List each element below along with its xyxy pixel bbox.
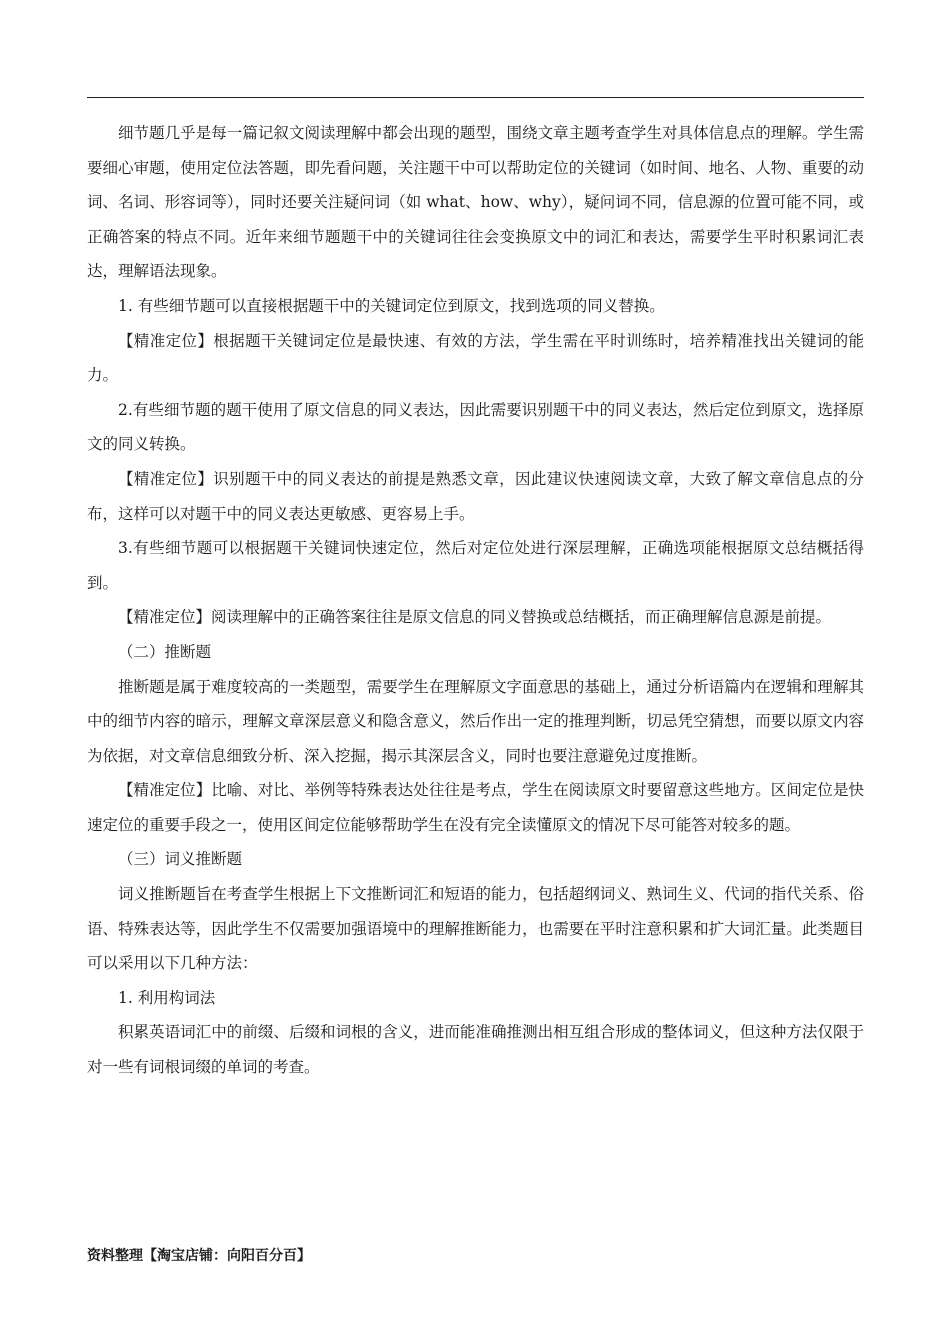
- paragraph-inference-intro: 推断题是属于难度较高的一类题型，需要学生在理解原文字面意思的基础上，通过分析语篇内在逻辑和理解其中的细节内容的暗示，理解文章深层意义和隐含意义，然后作出一定的推理判断，切忌凭空猜想，而要以原文内容为依据，对文章信息细致分析、深入挖掘，揭示其深层含义，同时也要注意避免过度推断。: [87, 677, 864, 765]
- paragraph-precise-locate-4: 【精准定位】比喻、对比、举例等特殊表达处往往是考点，学生在阅读原文时要留意这些地方。区间定位是快速定位的重要手段之一，使用区间定位能够帮助学生在没有完全读懂原文的情况下尽可能答对较多的题。: [87, 781, 864, 834]
- subheading-word-formation: 1. 利用构词法: [118, 988, 216, 1007]
- paragraph-detail-intro: 细节题几乎是每一篇记叙文阅读理解中都会出现的题型，围绕文章主题考查学生对具体信息点的理解。学生需要细心审题，使用定位法答题，即先看问题，关注题干中可以帮助定位的关键词（如时间、地名、人物、重要的动词、名词、形容词等），同时还要关注疑问词（如 what、how、why），疑问词不同，信息源的位置可能不同，或正确答案的特点不同。近年来细节题题干中的关键词往往会变换原文中的词汇和表达，需要学生平时积累词汇表达，理解语法现象。: [87, 124, 864, 281]
- footer-source-note: 资料整理【淘宝店铺：向阳百分百】: [87, 1248, 311, 1264]
- paragraph-precise-locate-3: 【精准定位】阅读理解中的正确答案往往是原文信息的同义替换或总结概括，而正确理解信息源是前提。: [118, 608, 832, 627]
- header-rule: [87, 97, 864, 98]
- section-heading-inference: （二）推断题: [118, 642, 212, 661]
- paragraph-word-formation: 积累英语词汇中的前缀、后缀和词根的含义，进而能准确推测出相互组合形成的整体词义，但这种方法仅限于对一些有词根词缀的单词的考查。: [87, 1023, 864, 1077]
- section-heading-word-inference: （三）词义推断题: [118, 850, 243, 869]
- paragraph-word-inference-intro: 词义推断题旨在考查学生根据上下文推断词汇和短语的能力，包括超纲词义、熟词生义、代词的指代关系、俗语、特殊表达等，因此学生不仅需要加强语境中的理解推断能力，也需要在平时注意积累和扩大词汇量。此类题目可以采用以下几种方法：: [87, 885, 864, 973]
- paragraph-detail-point-3: 3.有些细节题可以根据题干关键词快速定位，然后对定位处进行深层理解，正确选项能根据原文总结概括得到。: [87, 539, 864, 592]
- paragraph-precise-locate-1: 【精准定位】根据题干关键词定位是最快速、有效的方法，学生需在平时训练时，培养精准找出关键词的能力。: [87, 331, 864, 385]
- paragraph-detail-point-1: 1. 有些细节题可以直接根据题干中的关键词定位到原文，找到选项的同义替换。: [118, 296, 665, 315]
- document-body: [87, 116, 864, 1085]
- paragraph-precise-locate-2: 【精准定位】识别题干中的同义表达的前提是熟悉文章，因此建议快速阅读文章，大致了解文章信息点的分布，这样可以对题干中的同义表达更敏感、更容易上手。: [87, 469, 864, 523]
- paragraph-detail-point-2: 2.有些细节题的题干使用了原文信息的同义表达，因此需要识别题干中的同义表达，然后定位到原文，选择原文的同义转换。: [87, 400, 864, 454]
